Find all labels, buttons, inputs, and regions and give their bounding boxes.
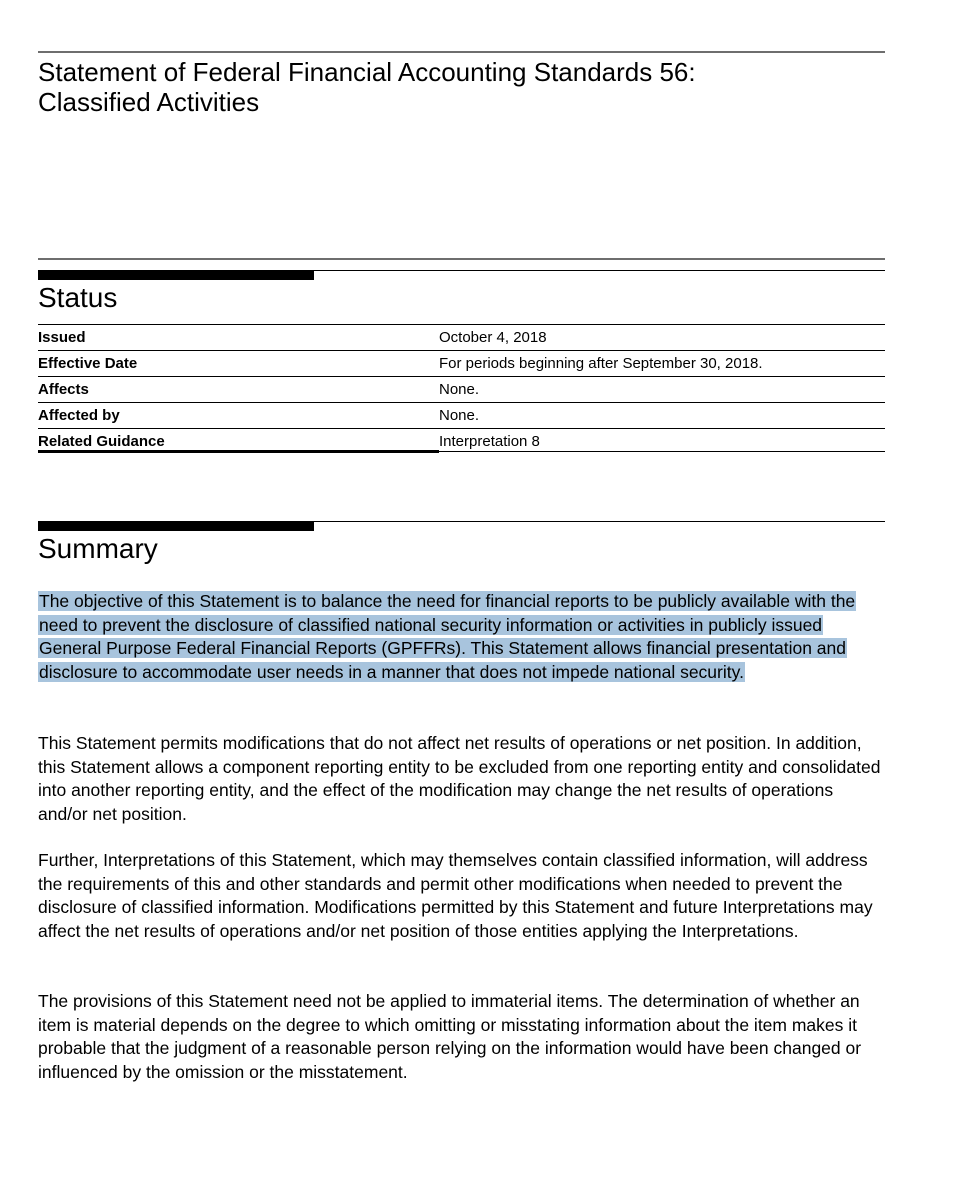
status-value: For periods beginning after September 30, 2018. bbox=[439, 351, 885, 377]
summary-paragraph-4: The provisions of this Statement need not be applied to immaterial items. The determination of whether an item is material depends on the degree to which omitting or misstating information about the item makes it probable that the judgment of a reasonable person relying on the information would have been changed or influenced by the omission or the misstatement. bbox=[38, 991, 862, 1082]
status-row-affects bbox=[38, 377, 885, 403]
status-label: Effective Date bbox=[38, 351, 439, 377]
title-top-rule bbox=[38, 51, 885, 53]
status-row-effective-date bbox=[38, 351, 885, 377]
summary-paragraph-2: This Statement permits modifications that do not affect net results of operations or net position. In addition, this Statement allows a component reporting entity to be excluded from one reporting entity and consolidated into another reporting entity, and the effect of the modification may change the net results of operations and/or net position. bbox=[38, 733, 881, 824]
status-label: Affected by bbox=[38, 403, 439, 429]
status-value: October 4, 2018 bbox=[439, 325, 885, 351]
status-row-issued bbox=[38, 325, 885, 351]
status-top-divider bbox=[38, 258, 885, 260]
summary-section-bar bbox=[38, 521, 314, 531]
summary-paragraph-3: Further, Interpretations of this Statement, which may themselves contain classified information, will address the requirements of this and other standards and permit other modifications when needed to prevent the disclosure of classified information. Modifications permitted by this Statement and future Interpretations may affect the net results of operations and/or net position of those entities applying the Interpretations. bbox=[38, 850, 873, 941]
document-title-line-2: Classified Activities bbox=[38, 87, 260, 117]
summary-paragraph-1[interactable] bbox=[38, 590, 885, 684]
status-table-bottom-rule-thin bbox=[439, 451, 885, 452]
summary-heading: Summary bbox=[38, 533, 158, 564]
selected-text-highlight[interactable]: The objective of this Statement is to balance the need for financial reports to be publicly available with the need to prevent the disclosure of classified national security information or activities in publicly issued General Purpose Federal Financial Reports (GPFFRs). This Statement allows financial presentation and disclosure to accommodate user needs in a manner that does not impede national security. bbox=[39, 591, 856, 682]
document-title-line-1: Statement of Federal Financial Accounting Standards 56: bbox=[38, 57, 696, 87]
status-label: Related Guidance bbox=[38, 429, 439, 455]
status-value: Interpretation 8 bbox=[439, 429, 885, 455]
status-value: None. bbox=[439, 403, 885, 429]
status-label: Affects bbox=[38, 377, 439, 403]
status-section-bar bbox=[38, 270, 314, 280]
status-table-bottom-rule-thick bbox=[38, 450, 439, 453]
status-value: None. bbox=[439, 377, 885, 403]
document-title bbox=[38, 57, 885, 117]
status-table bbox=[38, 324, 885, 454]
status-label: Issued bbox=[38, 325, 439, 351]
status-row-affected-by bbox=[38, 403, 885, 429]
status-heading: Status bbox=[38, 282, 118, 313]
